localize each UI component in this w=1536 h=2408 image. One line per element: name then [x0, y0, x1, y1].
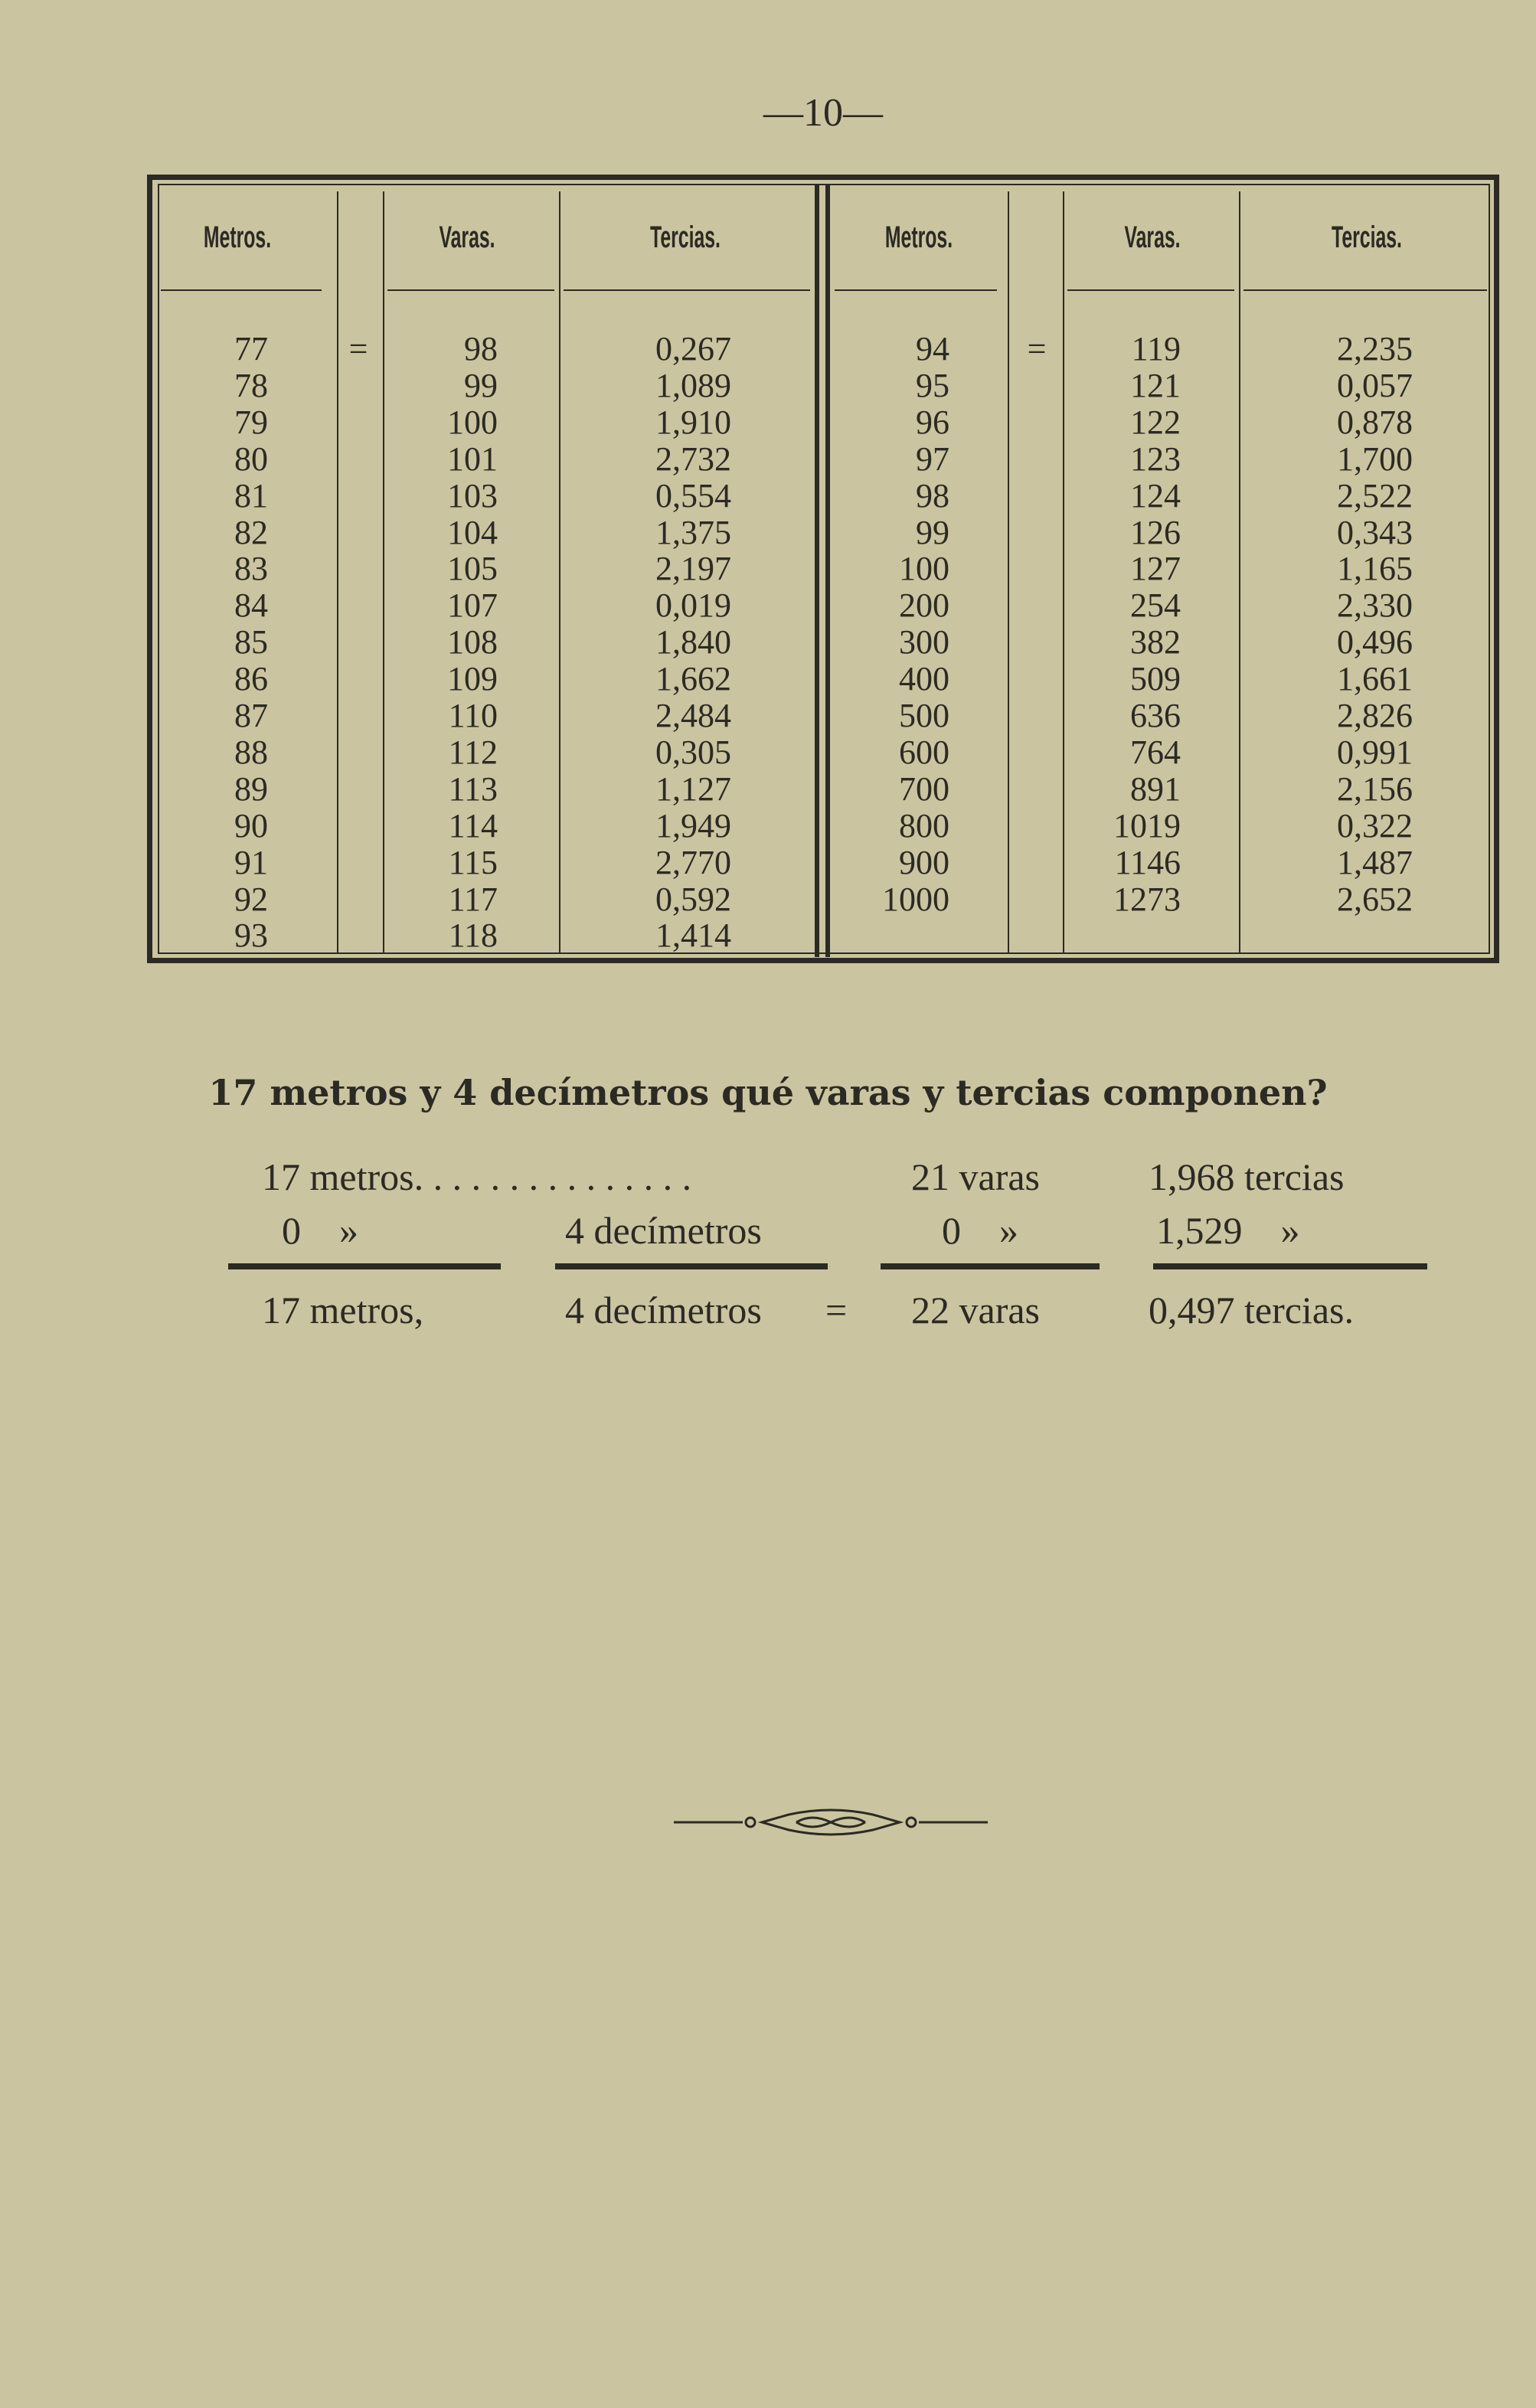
line2-metros: 0 » — [282, 1209, 358, 1252]
varas-cell: 110 — [448, 697, 498, 734]
varas-cell: 117 — [448, 880, 498, 918]
varas-cell: 112 — [448, 733, 498, 771]
header-tercias: Tercias. — [1332, 221, 1402, 254]
page-number: —10— — [763, 91, 883, 135]
metros-cell: 900 — [899, 843, 949, 881]
varas-cell: 121 — [1130, 366, 1181, 404]
metros-cell: 99 — [916, 513, 949, 551]
metros-cell: 84 — [234, 586, 268, 625]
tercias-cell: 0,057 — [1337, 366, 1413, 404]
tercias-cell: 2,522 — [1337, 476, 1413, 515]
sum-bar — [228, 1263, 501, 1269]
varas-cell: 119 — [1131, 330, 1181, 368]
tercias-cell: 0,343 — [1337, 513, 1413, 551]
tercias-cell: 0,322 — [1337, 806, 1413, 845]
result-varas: 22 varas — [911, 1289, 1040, 1331]
tercias-cell: 0,592 — [655, 880, 731, 918]
metros-cell: 79 — [234, 403, 268, 441]
tercias-cell: 0,554 — [655, 476, 731, 515]
metros-cell: 300 — [899, 623, 949, 662]
varas-cell: 109 — [447, 660, 498, 698]
tercias-cell: 0,305 — [655, 733, 731, 771]
sum-bar — [881, 1263, 1100, 1269]
varas-cell: 99 — [464, 366, 498, 404]
metros-cell: 500 — [899, 697, 949, 734]
tercias-cell: 1,375 — [655, 513, 731, 551]
metros-cell: 94 — [916, 330, 949, 368]
tercias-cell: 1,487 — [1337, 843, 1413, 881]
header-underline — [1067, 289, 1234, 291]
varas-cell: 254 — [1130, 586, 1181, 625]
tercias-cell: 2,197 — [655, 550, 731, 588]
varas-cell: 636 — [1130, 697, 1181, 734]
tercias-cell: 1,165 — [1337, 550, 1413, 588]
problem-question: 17 metros y 4 decímetros qué varas y tercias componen? — [208, 1072, 1328, 1113]
header-underline — [387, 289, 554, 291]
varas-cell: 104 — [447, 513, 498, 551]
result-metros: 17 metros, — [262, 1289, 424, 1331]
tercias-cell: 1,089 — [655, 366, 731, 404]
tercias-cell: 0,267 — [655, 330, 731, 368]
result-decimetros: 4 decímetros — [565, 1289, 762, 1331]
metros-cell: 95 — [916, 366, 949, 404]
tercias-cell: 2,826 — [1337, 697, 1413, 734]
header-varas: Varas. — [439, 221, 495, 254]
tercias-cell: 2,484 — [655, 697, 731, 734]
tercias-cell: 1,127 — [655, 769, 731, 808]
metros-cell: 77 — [234, 330, 268, 368]
metros-cell: 400 — [899, 660, 949, 698]
varas-cell: 113 — [448, 769, 498, 808]
header-metros: Metros. — [203, 221, 272, 254]
ornament-divider-icon — [674, 1807, 988, 1838]
metros-cell: 87 — [234, 697, 268, 734]
line2-varas: 0 » — [942, 1209, 1018, 1252]
varas-cell: 127 — [1130, 550, 1181, 588]
varas-cell: 114 — [448, 806, 498, 845]
varas-cell: 122 — [1130, 403, 1181, 441]
varas-cell: 115 — [448, 843, 498, 881]
header-metros: Metros. — [884, 221, 953, 254]
result-tercias: 0,497 tercias. — [1149, 1289, 1354, 1331]
metros-cell: 98 — [916, 476, 949, 515]
tercias-cell: 1,949 — [655, 806, 731, 845]
varas-cell: 124 — [1130, 476, 1181, 515]
metros-cell: 81 — [234, 476, 268, 515]
tercias-cell: 0,991 — [1337, 733, 1413, 771]
metros-cell: 91 — [234, 843, 268, 881]
metros-cell: 93 — [234, 916, 268, 955]
tercias-cell: 0,019 — [655, 586, 731, 625]
metros-cell: 1000 — [882, 880, 949, 918]
tercias-cell: 1,840 — [655, 623, 731, 662]
tercias-cell: 1,910 — [655, 403, 731, 441]
varas-cell: 126 — [1130, 513, 1181, 551]
metros-cell: 80 — [234, 439, 268, 478]
metros-cell: 89 — [234, 769, 268, 808]
varas-cell: 105 — [447, 550, 498, 588]
metros-cell: 96 — [916, 403, 949, 441]
varas-cell: 1019 — [1113, 806, 1181, 845]
tercias-cell: 0,878 — [1337, 403, 1413, 441]
metros-cell: 86 — [234, 660, 268, 698]
header-underline — [835, 289, 997, 291]
varas-cell: 1273 — [1113, 880, 1181, 918]
tercias-cell: 2,330 — [1337, 586, 1413, 625]
metros-cell: 85 — [234, 623, 268, 662]
tercias-cell: 2,732 — [655, 439, 731, 478]
varas-cell: 764 — [1130, 733, 1181, 771]
metros-cell: 83 — [234, 550, 268, 588]
header-underline — [161, 289, 322, 291]
tercias-cell: 1,662 — [655, 660, 731, 698]
metros-cell: 92 — [234, 880, 268, 918]
line1-varas: 21 varas — [911, 1155, 1040, 1198]
tercias-cell: 0,496 — [1337, 623, 1413, 662]
tercias-cell: 1,700 — [1337, 439, 1413, 478]
varas-cell: 123 — [1130, 439, 1181, 478]
metros-cell: 100 — [899, 550, 949, 588]
metros-cell: 600 — [899, 733, 949, 771]
tercias-cell: 2,652 — [1337, 880, 1413, 918]
result-equals: = — [825, 1289, 848, 1331]
sum-bar — [555, 1263, 828, 1269]
varas-cell: 1146 — [1114, 843, 1181, 881]
header-varas: Varas. — [1124, 221, 1181, 254]
header-underline — [1244, 289, 1487, 291]
equals-sign: = — [1027, 330, 1047, 368]
sum-bar — [1153, 1263, 1427, 1269]
equals-sign: = — [348, 330, 368, 368]
varas-cell: 103 — [447, 476, 498, 515]
line2-tercias: 1,529 » — [1156, 1209, 1300, 1252]
varas-cell: 108 — [447, 623, 498, 662]
varas-cell: 98 — [464, 330, 498, 368]
line2-decimetros: 4 decímetros — [565, 1209, 762, 1252]
metros-cell: 700 — [899, 769, 949, 808]
metros-cell: 90 — [234, 806, 268, 845]
metros-cell: 97 — [916, 439, 949, 478]
varas-cell: 118 — [448, 916, 498, 955]
varas-cell: 100 — [447, 403, 498, 441]
line1-tercias: 1,968 tercias — [1149, 1155, 1345, 1198]
varas-cell: 382 — [1130, 623, 1181, 662]
varas-cell: 101 — [447, 439, 498, 478]
tercias-cell: 2,770 — [655, 843, 731, 881]
metros-cell: 200 — [899, 586, 949, 625]
metros-cell: 88 — [234, 733, 268, 771]
metros-cell: 82 — [234, 513, 268, 551]
tercias-cell: 2,156 — [1337, 769, 1413, 808]
tercias-cell: 1,661 — [1337, 660, 1413, 698]
header-underline — [564, 289, 810, 291]
varas-cell: 509 — [1130, 660, 1181, 698]
line1-metros: 17 metros. . . . . . . . . . . . . . . — [262, 1155, 692, 1198]
tercias-cell: 1,414 — [655, 916, 731, 955]
metros-cell: 78 — [234, 366, 268, 404]
metros-cell: 800 — [899, 806, 949, 845]
varas-cell: 107 — [447, 586, 498, 625]
header-tercias: Tercias. — [650, 221, 721, 254]
varas-cell: 891 — [1130, 769, 1181, 808]
tercias-cell: 2,235 — [1337, 330, 1413, 368]
